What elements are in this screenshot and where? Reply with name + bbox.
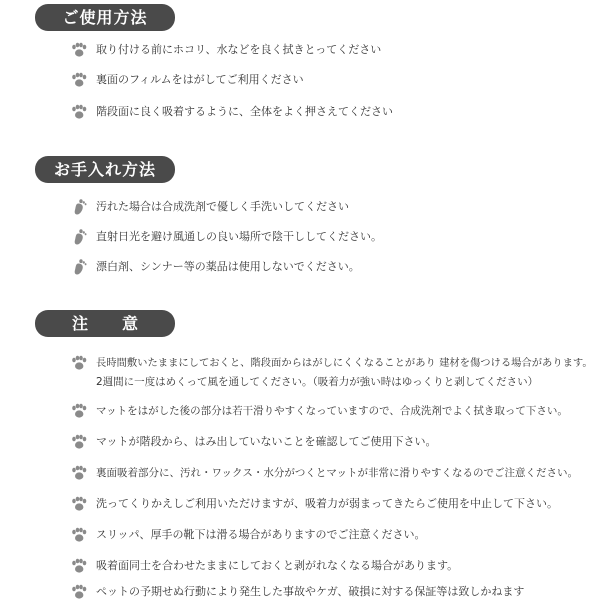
list-item [70,229,382,245]
list-item [70,584,524,600]
paw-icon [70,403,88,419]
list-item [70,199,349,215]
paw-icon [70,496,88,512]
list-item [70,42,381,58]
list-item-text: 吸着面同士を合わせたままにしておくと剥がれなくなる場合があります。 [96,559,459,572]
paw-icon [70,465,88,481]
paw-icon [70,434,88,450]
list-item-text: スリッパ、厚手の靴下は滑る場合がありますのでご注意ください。 [96,528,426,541]
list-item-text: マットが階段から、はみ出していないことを確認してご使用下さい。 [96,435,437,448]
list-item-continuation [96,374,538,390]
list-item-text: 漂白剤、シンナー等の薬品は使用しないでください。 [96,260,360,273]
paw-icon [70,584,88,600]
list-item [70,527,426,543]
footprint-icon [70,229,88,245]
list-item-text: 長時間敷いたままにしておくと、階段面からはがしにくくなることがあり 建材を傷つける場合があります。 [96,357,593,369]
list-item [70,558,458,574]
section-heading-usage: ご使用方法 [35,4,175,31]
list-item-text: 取り付ける前にホコリ、水などを良く拭きとってください [96,43,382,56]
list-item [70,104,393,120]
list-item-text: 階段面に良く吸着するように、全体をよく押さえてください [96,105,393,118]
list-item-text: マットをはがした後の部分は若干滑りやすくなっていますので、合成洗剤でよく拭き取って下さい。 [96,405,568,417]
list-item-text: ペットの予期せぬ行動により発生した事故やケガ、破損に対する保証等は致しかねます [96,585,525,598]
list-item [70,434,437,450]
list-item-text: 2週間に一度はめくって風を通してください。（吸着力が強い時はゆっくりと剥してください） [96,376,539,388]
paw-icon [70,527,88,543]
list-item [70,465,578,481]
paw-icon [70,558,88,574]
paw-icon [70,72,88,88]
footprint-icon [70,199,88,215]
section-heading-care: お手入れ方法 [35,156,175,183]
list-item [70,496,558,512]
list-item-text: 洗ってくりかえしご利用いただけますが、吸着力が弱まってきたらご使用を中止して下さい。 [96,497,558,510]
list-item-text: 汚れた場合は合成洗剤で優しく手洗いしてください [96,200,349,213]
list-item [70,72,304,88]
list-item [70,355,593,371]
list-item-text: 裏面吸着部分に、汚れ・ワックス・水分がつくとマットが非常に滑りやすくなるのでご注意ください。 [96,467,578,479]
section-heading-caution: 注意 [35,310,175,337]
paw-icon [70,42,88,58]
list-item [70,403,568,419]
list-item-text: 裏面のフィルムをはがしてご利用ください [96,73,304,86]
footprint-icon [70,259,88,275]
paw-icon [70,104,88,120]
paw-icon [70,355,88,371]
list-item-text: 直射日光を避け風通しの良い場所で陰干ししてください。 [96,230,382,243]
list-item [70,259,360,275]
